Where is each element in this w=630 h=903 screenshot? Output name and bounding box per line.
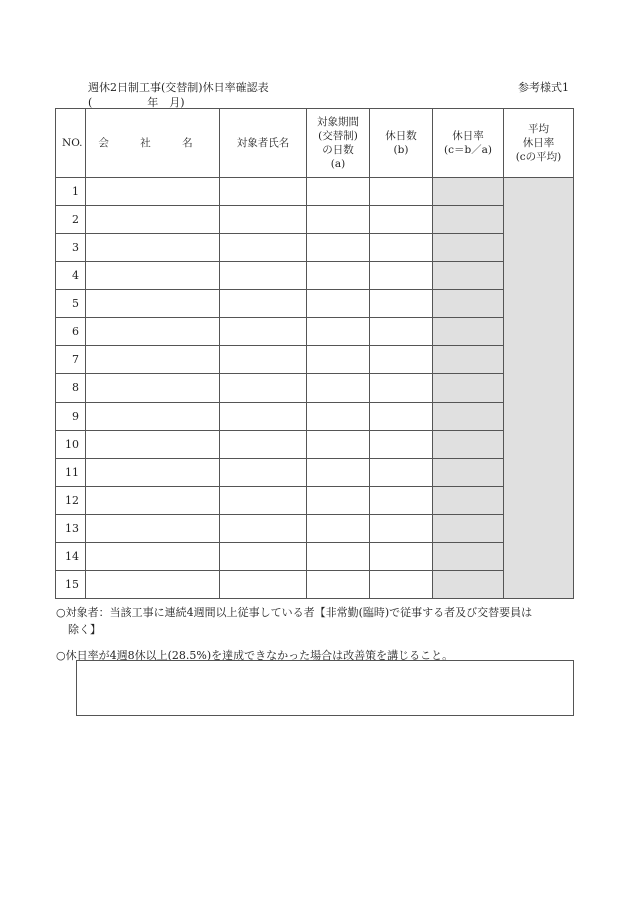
person-name-cell[interactable] — [220, 514, 307, 542]
table-row — [56, 374, 574, 402]
table-row — [56, 542, 574, 570]
row-number: 13 — [56, 514, 86, 542]
table-row — [56, 402, 574, 430]
table-row — [56, 346, 574, 374]
target-days-cell[interactable] — [307, 346, 370, 374]
row-number: 11 — [56, 458, 86, 486]
row-number: 9 — [56, 402, 86, 430]
holiday-rate-cell[interactable] — [433, 458, 504, 486]
holiday-rate-cell[interactable] — [433, 234, 504, 262]
period-field: ( 年 月) — [88, 96, 185, 109]
average-rate-cell[interactable] — [504, 178, 574, 599]
holidays-cell[interactable] — [370, 346, 433, 374]
row-number: 4 — [56, 262, 86, 290]
person-name-cell[interactable] — [220, 234, 307, 262]
table-row — [56, 514, 574, 542]
header-average-rate: 平均 休日率 (cの平均) — [504, 109, 574, 178]
target-days-cell[interactable] — [307, 402, 370, 430]
note-improvement: ○休日率が4週8休以上(28.5%)を達成できなかった場合は改善策を講じること。 — [56, 649, 454, 662]
company-name-cell[interactable] — [86, 178, 220, 206]
company-name-cell[interactable] — [86, 374, 220, 402]
improvement-measures-box[interactable] — [76, 660, 574, 716]
company-name-cell[interactable] — [86, 318, 220, 346]
holidays-cell[interactable] — [370, 318, 433, 346]
table-row — [56, 206, 574, 234]
target-days-cell[interactable] — [307, 178, 370, 206]
table-header-row — [56, 109, 574, 178]
target-days-cell[interactable] — [307, 430, 370, 458]
holiday-rate-cell[interactable] — [433, 486, 504, 514]
company-name-cell[interactable] — [86, 234, 220, 262]
holiday-rate-cell[interactable] — [433, 206, 504, 234]
person-name-cell[interactable] — [220, 346, 307, 374]
header-holiday-rate: 休日率 (c＝b／a) — [433, 109, 504, 178]
header-target-days: 対象期間 (交替制) の日数 (a) — [307, 109, 370, 178]
table-row — [56, 290, 574, 318]
target-days-cell[interactable] — [307, 486, 370, 514]
holidays-cell[interactable] — [370, 570, 433, 598]
holidays-cell[interactable] — [370, 402, 433, 430]
target-days-cell[interactable] — [307, 262, 370, 290]
company-name-cell[interactable] — [86, 430, 220, 458]
header-person-name: 対象者氏名 — [220, 109, 307, 178]
holidays-cell[interactable] — [370, 290, 433, 318]
person-name-cell[interactable] — [220, 570, 307, 598]
person-name-cell[interactable] — [220, 262, 307, 290]
target-days-cell[interactable] — [307, 206, 370, 234]
holidays-cell[interactable] — [370, 178, 433, 206]
holidays-cell[interactable] — [370, 542, 433, 570]
header-no: NO. — [56, 109, 86, 178]
target-days-cell[interactable] — [307, 374, 370, 402]
target-days-cell[interactable] — [307, 542, 370, 570]
table-row — [56, 486, 574, 514]
row-number: 2 — [56, 206, 86, 234]
company-name-cell[interactable] — [86, 570, 220, 598]
person-name-cell[interactable] — [220, 430, 307, 458]
person-name-cell[interactable] — [220, 318, 307, 346]
holiday-rate-cell[interactable] — [433, 262, 504, 290]
row-number: 14 — [56, 542, 86, 570]
holiday-rate-cell[interactable] — [433, 318, 504, 346]
company-name-cell[interactable] — [86, 402, 220, 430]
holiday-rate-cell[interactable] — [433, 430, 504, 458]
person-name-cell[interactable] — [220, 374, 307, 402]
holiday-rate-cell[interactable] — [433, 402, 504, 430]
table-row — [56, 178, 574, 206]
holiday-rate-cell[interactable] — [433, 570, 504, 598]
company-name-cell[interactable] — [86, 458, 220, 486]
holiday-rate-cell[interactable] — [433, 542, 504, 570]
company-name-cell[interactable] — [86, 542, 220, 570]
table-row — [56, 458, 574, 486]
person-name-cell[interactable] — [220, 178, 307, 206]
person-name-cell[interactable] — [220, 402, 307, 430]
table-row — [56, 318, 574, 346]
table-row — [56, 234, 574, 262]
company-name-cell[interactable] — [86, 290, 220, 318]
target-days-cell[interactable] — [307, 458, 370, 486]
person-name-cell[interactable] — [220, 542, 307, 570]
person-name-cell[interactable] — [220, 458, 307, 486]
target-days-cell[interactable] — [307, 234, 370, 262]
target-days-cell[interactable] — [307, 290, 370, 318]
row-number: 10 — [56, 430, 86, 458]
row-number: 5 — [56, 290, 86, 318]
person-name-cell[interactable] — [220, 486, 307, 514]
row-number: 12 — [56, 486, 86, 514]
row-number: 6 — [56, 318, 86, 346]
holidays-cell[interactable] — [370, 206, 433, 234]
table-row — [56, 262, 574, 290]
header-holidays: 休日数 (b) — [370, 109, 433, 178]
row-number: 7 — [56, 346, 86, 374]
holiday-rate-cell[interactable] — [433, 514, 504, 542]
holidays-cell[interactable] — [370, 374, 433, 402]
form-title: 週休2日制工事(交替制)休日率確認表 — [88, 81, 269, 94]
holiday-rate-table — [55, 108, 574, 599]
target-days-cell[interactable] — [307, 570, 370, 598]
form-number: 参考様式1 — [518, 81, 569, 94]
table-row — [56, 430, 574, 458]
row-number: 3 — [56, 234, 86, 262]
target-days-cell[interactable] — [307, 514, 370, 542]
company-name-cell[interactable] — [86, 262, 220, 290]
holiday-rate-cell[interactable] — [433, 178, 504, 206]
row-number: 15 — [56, 570, 86, 598]
company-name-cell[interactable] — [86, 346, 220, 374]
holiday-rate-cell[interactable] — [433, 346, 504, 374]
note-target-persons: ○対象者：当該工事に連続4週間以上従事している者【非常勤(臨時)で従事する者及び交替要員は 除く】 — [56, 606, 533, 636]
table-row — [56, 570, 574, 598]
holidays-cell[interactable] — [370, 514, 433, 542]
holiday-rate-cell[interactable] — [433, 290, 504, 318]
holidays-cell[interactable] — [370, 430, 433, 458]
row-number: 1 — [56, 178, 86, 206]
person-name-cell[interactable] — [220, 206, 307, 234]
person-name-cell[interactable] — [220, 290, 307, 318]
company-name-cell[interactable] — [86, 514, 220, 542]
target-days-cell[interactable] — [307, 318, 370, 346]
holidays-cell[interactable] — [370, 234, 433, 262]
holidays-cell[interactable] — [370, 486, 433, 514]
row-number: 8 — [56, 374, 86, 402]
holidays-cell[interactable] — [370, 458, 433, 486]
header-company-name: 会 社 名 — [86, 109, 220, 178]
holidays-cell[interactable] — [370, 262, 433, 290]
company-name-cell[interactable] — [86, 206, 220, 234]
holiday-rate-cell[interactable] — [433, 374, 504, 402]
company-name-cell[interactable] — [86, 486, 220, 514]
